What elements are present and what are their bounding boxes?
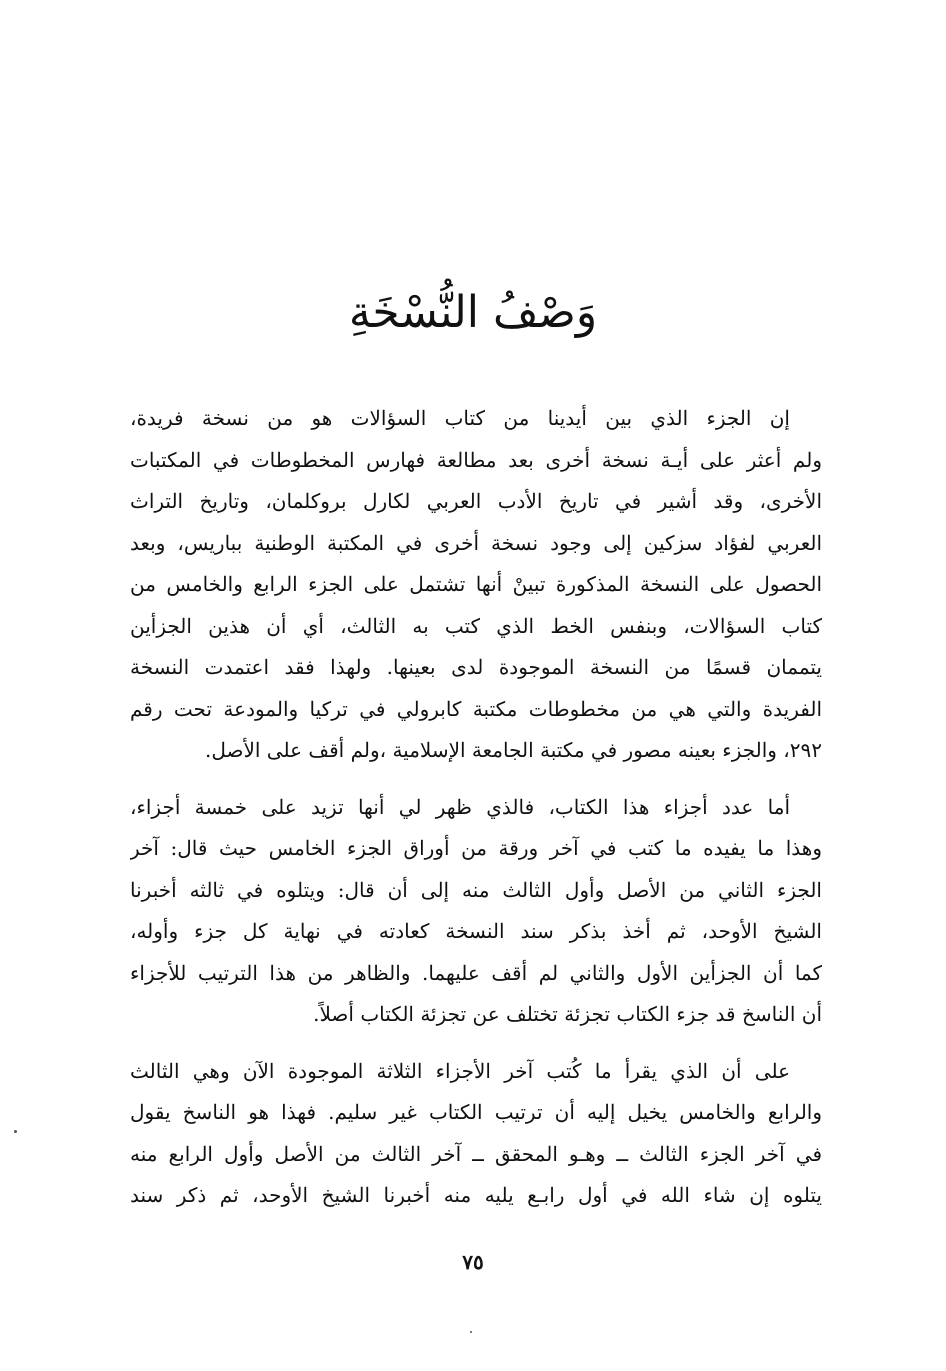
text-line: الجزء الثاني من الأصل وأول الثالث منه إلى أن قال: ويتلوه في ثالثه أخبرنا [130, 877, 822, 902]
text-line: وهذا ما يفيده ما كتب في آخر ورقة من أوراق الجزء الخامس حيث قال: آخر [130, 836, 822, 860]
text-line: الحصول على النسخة المذكورة تبينْ أنها تشتمل على الجزء الرابع والخامس من [130, 572, 822, 596]
text-line: أن الناسخ قد جزء الكتاب تجزئة تختلف عن تجزئة الكتاب أصلاً. [313, 1002, 822, 1026]
text-line: الشيخ الأوحد، ثم أخذ بذكر سند النسخة كعادته في نهاية كل جزء وأوله، [130, 919, 822, 943]
text-line: العربي لفؤاد سزكين إلى وجود نسخة أخرى في المكتبة الوطنية بباريس، وبعد [130, 530, 822, 555]
text-line: كما أن الجزأين الأول والثاني لم أقف عليهما. والظاهر من هذا الترتيب للأجزاء [130, 960, 822, 985]
text-line: الفريدة والتي هي من مخطوطات مكتبة كابرولي في تركيا والمودعة تحت رقم [130, 696, 822, 721]
body-text [130, 398, 822, 1217]
text-line: يتممان قسمًا من النسخة الموجودة لدى بعينها. ولهذا فقد اعتمدت النسخة [130, 655, 822, 679]
page-number: ٧٥ [462, 1250, 484, 1274]
text-line: كتاب السؤالات، وبنفس الخط الذي كتب به الثالث، أي أن هذين الجزأين [130, 613, 822, 638]
text-line: على أن الذي يقرأ ما كُتب آخر الأجزاء الثلاثة الموجودة الآن وهي الثالث [130, 1058, 790, 1083]
paragraph-3 [130, 1051, 822, 1217]
paragraph-2 [130, 787, 822, 1036]
text-line: ٢٩٢، والجزء بعينه مصور في مكتبة الجامعة الإسلامية ،ولم أقف على الأصل. [205, 738, 822, 762]
scan-speck [14, 1130, 17, 1133]
text-line: في آخر الجزء الثالث ــ وهـو المحقق ــ آخر الثالث من الأصل وأول الرابع منه [130, 1141, 822, 1166]
text-line: إن الجزء الذي بين أيدينا من كتاب السؤالات هو من نسخة فريدة، [130, 406, 790, 430]
text-line: والرابع والخامس يخيل إليه أن ترتيب الكتاب غير سليم. فهذا هو الناسخ يقول [130, 1100, 822, 1124]
text-line: ولم أعثر على أيـة نسخة أخرى بعد مطالعة فهارس المخطوطات في المكتبات [130, 447, 822, 472]
chapter-title: وَصْفُ النُّسْخَةِ [348, 287, 598, 338]
text-line: أما عدد أجزاء هذا الكتاب، فالذي ظهر لي أنها تزيد على خمسة أجزاء، [130, 794, 790, 819]
paragraph-1 [130, 398, 822, 772]
text-line: الأخرى، وقد أشير في تاريخ الأدب العربي لكارل بروكلمان، وتاريخ التراث [130, 489, 822, 513]
text-line: يتلوه إن شاء الله في أول رابـع يليه منه أخبرنا الشيخ الأوحد، ثم ذكر سند [130, 1183, 822, 1207]
scan-speck [470, 1331, 472, 1333]
